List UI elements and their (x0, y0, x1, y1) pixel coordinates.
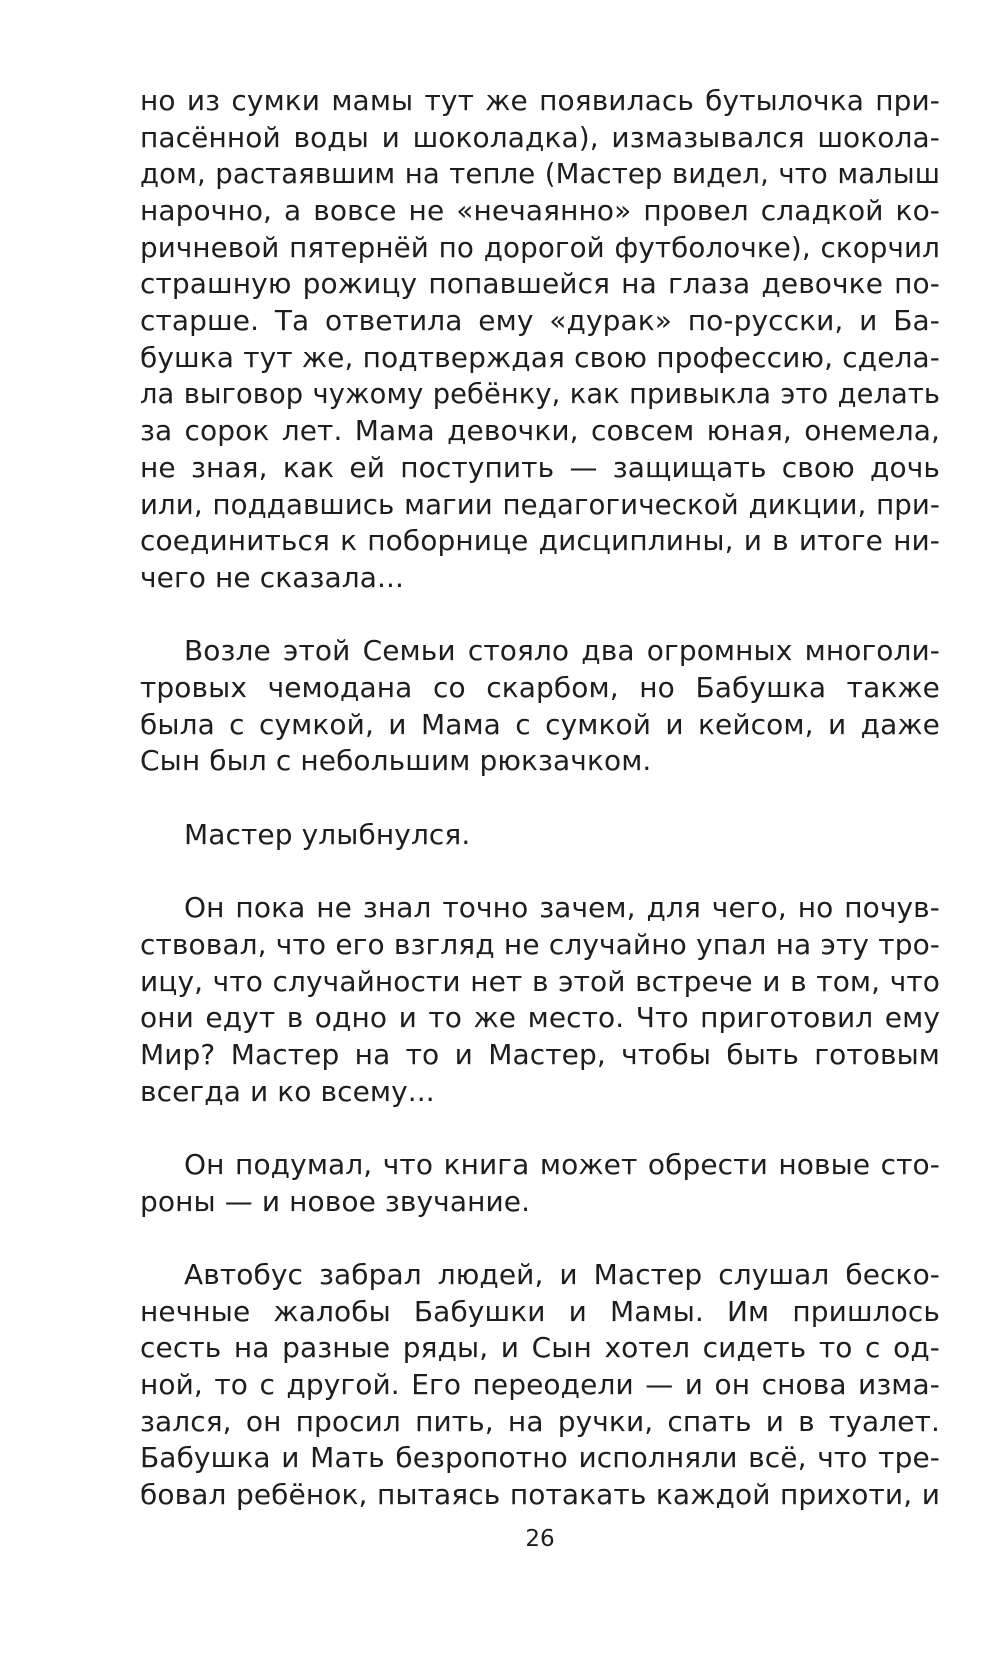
paragraph-3 (140, 817, 940, 854)
text-line: соединиться к поборнице дисциплины, и в итоге ни- (140, 524, 940, 558)
text-line: ла выговор чужому ребёнку, как привыкла это делать (140, 378, 940, 410)
text-line: нарочно, а вовсе не «нечаянно» провел сладкой ко- (140, 194, 940, 228)
text-line: ицу, что случайности нет в этой встрече и в том, что (140, 964, 940, 998)
paragraph-gap (140, 1110, 940, 1147)
text-line: роны — и новое звучание. (140, 1184, 531, 1218)
text-line: Сын был с небольшим рюкзачком. (140, 744, 652, 778)
text-line: бушка тут же, подтверждая свою профессию, сдела- (140, 340, 940, 374)
text-line: страшную рожицу попавшейся на глаза девочке по- (140, 267, 940, 301)
paragraph-gap (140, 780, 940, 817)
paragraph-gap (140, 1220, 940, 1257)
text-line: пасённой воды и шоколадка), измазывался шокола- (140, 120, 940, 154)
paragraph-2 (140, 633, 940, 780)
text-line: ричневой пятернёй по дорогой футболочке), скорчил (140, 230, 940, 264)
text-line: Мастер улыбнулся. (184, 817, 471, 851)
text-line: старше. Та ответила ему «дурак» по-русски, и Ба- (140, 304, 940, 338)
text-line: Он подумал, что книга может обрести новые сто- (184, 1147, 940, 1181)
paragraph-5 (140, 1147, 940, 1220)
text-line: ствовал, что его взгляд не случайно упал на эту тро- (140, 927, 940, 961)
text-line: но из сумки мамы тут же появилась бутылочка при- (140, 84, 940, 117)
paragraph-6 (140, 1257, 940, 1514)
text-line: не зная, как ей поступить — защищать свою дочь (140, 450, 940, 484)
page-number: 26 (525, 1526, 555, 1552)
paragraph-gap (140, 853, 940, 890)
text-line: была с сумкой, и Мама с сумкой и кейсом, и даже (140, 707, 940, 741)
text-line: тровых чемодана со скарбом, но Бабушка также (140, 671, 940, 704)
text-line: всегда и ко всему... (140, 1074, 435, 1108)
text-line: Мир? Мастер на то и Мастер, чтобы быть готовым (140, 1037, 940, 1071)
text-line: сесть на разные ряды, и Сын хотел сидеть то с од- (140, 1331, 940, 1365)
text-line: зался, он просил пить, на ручки, спать и в туалет. (140, 1404, 940, 1438)
text-line: ной, то с другой. Его переодели — и он снова изма- (140, 1368, 940, 1402)
text-line: Автобус забрал людей, и Мастер слушал беско- (184, 1258, 940, 1291)
text-line: чего не сказала... (140, 560, 405, 594)
text-line: бовал ребёнок, пытаясь потакать каждой прихоти, и (140, 1478, 940, 1512)
text-block (140, 83, 940, 1514)
text-line: дом, растаявшим на тепле (Мастер видел, что малыш (140, 158, 940, 191)
paragraph-1 (140, 83, 940, 597)
paragraph-gap (140, 597, 940, 634)
text-line: они едут в одно и то же место. Что приготовил ему (140, 1001, 940, 1035)
text-line: или, поддавшись магии педагогической дикции, при- (140, 487, 940, 521)
paragraph-4 (140, 890, 940, 1110)
text-line: за сорок лет. Мама девочки, совсем юная, онемела, (140, 414, 940, 448)
text-line: Возле этой Семьи стояло два огромных многоли- (184, 634, 940, 668)
text-line: нечные жалобы Бабушки и Мамы. Им пришлось (140, 1294, 940, 1328)
text-line: Бабушка и Мать безропотно исполняли всё, что тре- (140, 1441, 940, 1475)
text-line: Он пока не знал точно зачем, для чего, но почув- (184, 891, 940, 925)
